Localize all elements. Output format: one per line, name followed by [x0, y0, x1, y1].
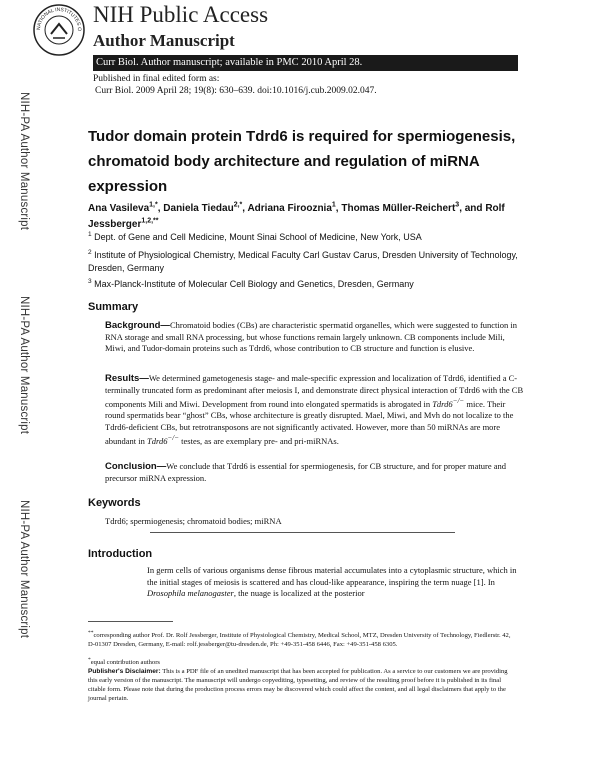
introduction-paragraph: In germ cells of various organisms dense fibrous material accumulates into a cytoplasmic structure, which in the initial stages of meiosis is scattered and has cloud-like appearance, inspiring the term nuage [1]. In Drosophila melanogaster, the nuage is localized at the posterior — [147, 565, 517, 598]
author: Thomas Müller-Reichert$^3$, and — [341, 202, 486, 215]
results-paragraph: Results—We determined gametogenesis stage- and male-specific expression and localization of Tdrd6, identified a C-terminally truncated form as predominant after meiosis I, and demonstrate direct physical interaction of Tdrd6 with the CB components Mili and Miwi. Development from round into elongated spermatids is abrogated in Tdrd6−/− mice. Their round spermatids bear “ghost” CBs, whose architecture is greatly disrupted. Mael, Miwi, and Mvh do not localize to the Tdrd6-deficient CBs, but retrotransposons are not significantly activated. However, more than 50 miRNAs are more abundant in Tdrd6−/− testes, as are exemplary pre- and pri-miRNAs. — [105, 373, 524, 447]
affiliation: $^2$ Institute of Physiological Chemistry, Medical Faculty Carl Gustav Carus, Dresden University of Technology, Dresden, Germany — [88, 249, 518, 273]
header-subtitle: Author Manuscript — [93, 31, 235, 50]
sidebar-label: NIH-PA Author Manuscript — [18, 500, 30, 639]
publisher-disclaimer: Publisher's Disclaimer: This is a PDF file of an unedited manuscript that has been accepted for publication. As a service to our customers we are providing this early version of the manuscript. The manuscript will undergo copyediting, typesetting, and review of the resulting proof before it is published in its final citable form. Please note that during the production process errors may be discovered which could affect the content, and all legal disclaimers that apply to the journal pertain. — [88, 668, 508, 702]
divider — [150, 532, 455, 533]
author: Adriana Firooznia$^1$, — [247, 202, 342, 215]
sidebar-label: NIH-PA Author Manuscript — [18, 296, 30, 435]
keywords-list: Tdrd6; spermiogenesis; chromatoid bodies; miRNA — [105, 516, 282, 526]
author: Ana Vasileva$^{1,*}$, — [88, 202, 164, 215]
footnote-divider — [88, 621, 173, 622]
affiliation: $^1$ Dept. of Gene and Cell Medicine, Mount Sinai School of Medicine, New York, USA — [88, 231, 422, 242]
equal-contribution-footnote: *equal contribution authors — [88, 657, 160, 667]
introduction-heading: Introduction — [88, 548, 153, 560]
nih-logo — [32, 3, 86, 57]
availability-bar: Curr Biol. Author manuscript; available in PMC 2010 April 28. — [93, 55, 518, 71]
conclusion-paragraph: Conclusion—We conclude that Tdrd6 is essential for spermiogenesis, for CB structure, and for proper mature and precursor miRNA expression. — [105, 461, 507, 483]
background-paragraph: Background—Chromatoid bodies (CBs) are characteristic spermatid organelles, which were suggested to function in RNA storage and small RNA processing, but whose functions remain largely unknown. CB components include Mili, Miwi, and Tudor-domain proteins such as Tdrd6, whose contribution to CB structure and function is elusive. — [105, 320, 518, 353]
affiliation: $^3$ Max-Planck-Institute of Molecular Cell Biology and Genetics, Dresden, Germany — [88, 278, 414, 289]
published-label: Published in final edited form as: — [93, 74, 220, 84]
paper-title: Tudor domain protein Tdrd6 is required for spermiogenesis, chromatoid body architecture and regulation of miRNA expression — [88, 128, 516, 195]
header-title: NIH Public Access — [93, 2, 269, 27]
keywords-heading: Keywords — [88, 497, 141, 509]
author-list — [88, 200, 528, 231]
summary-heading: Summary — [88, 301, 139, 313]
sidebar-label: NIH-PA Author Manuscript — [18, 92, 30, 231]
citation: Curr Biol. 2009 April 28; 19(8): 630–639. doi:10.1016/j.cub.2009.02.047. — [95, 86, 377, 96]
corresponding-author-footnote: **corresponding author Prof. Dr. Rolf Jessberger, Institute of Physiological Chemistry, Medical School, MTZ, Dresden University of Technology, Fiedlerstr. 42, D-01307 Dresden, Germany, E-mail: rolf.jessberger@tu-dresden.de, Ph: +49-351-458 6446, Fax: +49-351-458 6305. — [88, 630, 511, 649]
logo-text: NATIONAL INSTITUTES O — [35, 6, 83, 32]
author: Rolf Jessberger$^{1,2,**}$ — [88, 203, 505, 230]
author: Daniela Tiedau$^{2,*}$, — [163, 202, 248, 215]
